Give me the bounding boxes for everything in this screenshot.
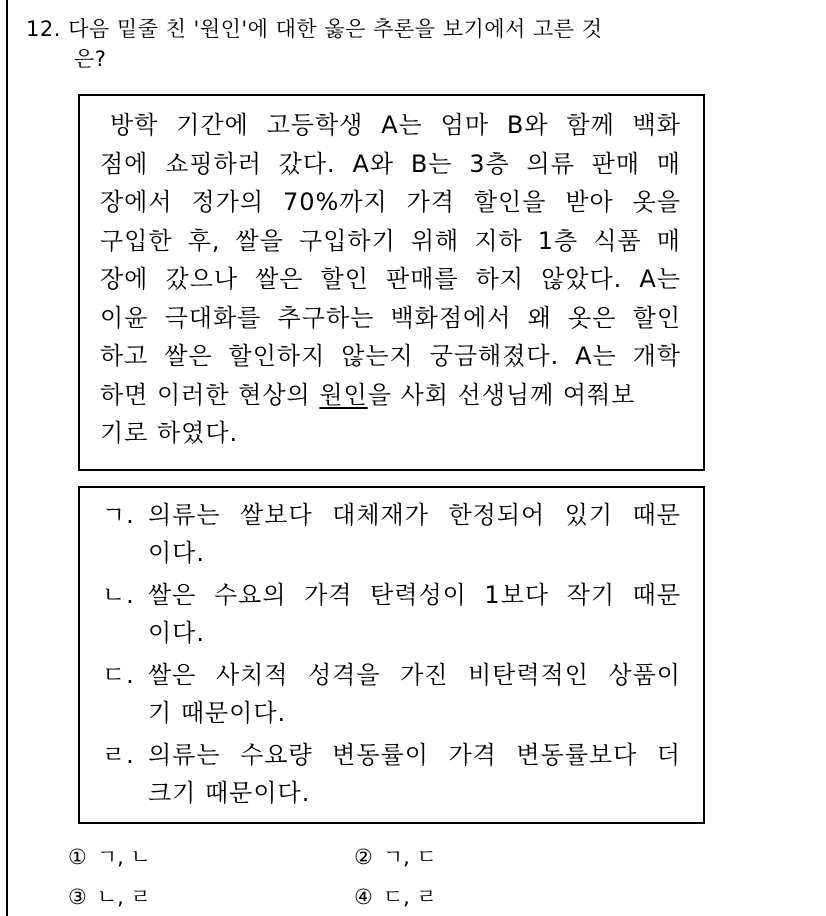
passage-line — [100, 376, 681, 415]
answer-text: ㄴ, ㄹ — [96, 885, 151, 909]
passage-box — [78, 94, 705, 471]
choice-marker: ㄱ. — [102, 501, 135, 529]
choices-box — [78, 486, 705, 824]
passage-line: 기로 하였다. — [100, 419, 239, 447]
choice-text-continuation: 이다. — [148, 619, 205, 647]
choice-text-continuation: 이다. — [148, 539, 205, 567]
passage-line: 구입한 후, 쌀을 구입하기 위해 지하 1층 식품 매 — [100, 226, 681, 255]
passage-text: 하면 이러한 현상의 — [100, 380, 320, 409]
answer-number: ② — [354, 845, 373, 869]
answer-text: ㄷ, ㄹ — [382, 885, 437, 909]
choice-item — [102, 496, 681, 572]
answer-number: ④ — [354, 885, 373, 909]
choice-marker: ㄴ. — [102, 581, 135, 609]
choice-text: 의류는 수요량 변동률이 가격 변동률보다 더 — [148, 741, 681, 769]
question-text-line1: 다음 밑줄 친 '원인'에 대한 옳은 추론을 보기에서 고른 것 — [68, 17, 603, 41]
choice-text: 쌀은 수요의 가격 탄력성이 1보다 작기 때문 — [148, 581, 681, 609]
choice-text: 쌀은 사치적 성격을 가진 비탄력적인 상품이 — [148, 661, 681, 689]
passage-text: 을 사회 선생님께 여쭤보 — [367, 380, 636, 409]
answer-option-4[interactable] — [354, 880, 437, 914]
passage-line: 장에 갔으나 쌀은 할인 판매를 하지 않았다. A는 — [100, 265, 681, 293]
choice-text-continuation: 크기 때문이다. — [148, 779, 311, 807]
choice-item — [102, 736, 681, 812]
question-number: 12. — [26, 17, 61, 41]
passage-line: 점에 쇼핑하러 갔다. A와 B는 3층 의류 판매 매 — [100, 149, 681, 178]
choice-marker: ㄷ. — [102, 661, 135, 689]
passage-line: 하고 쌀은 할인하지 않는지 궁금해졌다. A는 개학 — [100, 342, 681, 370]
answer-number: ③ — [68, 885, 87, 909]
choice-item — [102, 656, 681, 732]
choice-text-continuation: 기 때문이다. — [148, 699, 287, 727]
underlined-cause-word: 원인 — [319, 380, 368, 409]
question-text-line2: 은? — [74, 47, 107, 71]
question-stem — [26, 14, 786, 74]
page-margin-rule — [6, 0, 8, 916]
answer-option-1[interactable] — [68, 840, 151, 874]
passage-line: 방학 기간에 고등학생 A는 엄마 B와 함께 백화 — [110, 111, 681, 139]
answer-text: ㄱ, ㄴ — [96, 845, 151, 869]
choice-text: 의류는 쌀보다 대체재가 한정되어 있기 때문 — [148, 501, 681, 529]
answer-text: ㄱ, ㄷ — [382, 845, 437, 869]
choice-marker: ㄹ. — [102, 741, 135, 769]
answer-option-3[interactable] — [68, 880, 151, 914]
choice-item — [102, 576, 681, 652]
answer-number: ① — [68, 845, 87, 869]
answer-option-2[interactable] — [354, 840, 437, 874]
passage-line: 이윤 극대화를 추구하는 백화점에서 왜 옷은 할인 — [100, 303, 681, 332]
passage-line: 장에서 정가의 70%까지 가격 할인을 받아 옷을 — [100, 188, 681, 216]
